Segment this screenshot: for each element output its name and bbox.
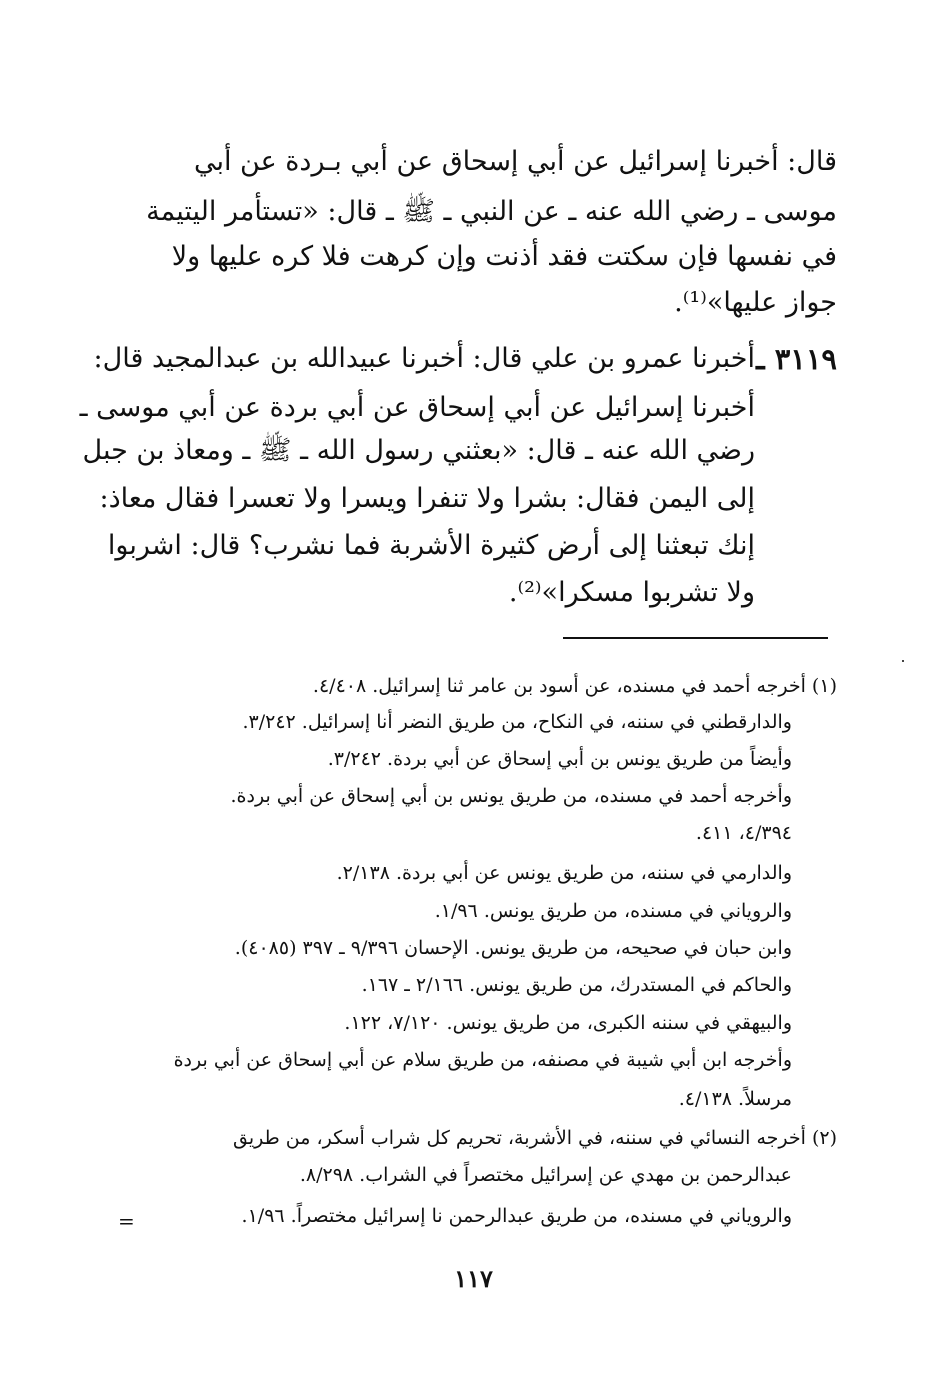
text-line: في نفسها فإن سكتت فقد أذنت وإن كرهت فلا كره عليها ولا (171, 241, 837, 272)
footnote-line: والدارمي في سننه، من طريق يونس عن أبي بردة. ٢/١٣٨. (336, 862, 792, 884)
hadith-number: ٣١١٩ ـ (756, 342, 837, 376)
footnote-line: مرسلاً. ٤/١٣٨. (678, 1088, 792, 1110)
text-line: أخبرنا عمرو بن علي قال: أخبرنا عبيدالله بن عبدالمجيد قال: (93, 343, 755, 374)
footnote-line: والحاكم في المستدرك، من طريق يونس. ٢/١٦٦ ـ ١٦٧. (361, 974, 792, 996)
page-number: ١١٧ (454, 1264, 493, 1293)
text-line: إنك تبعثنا إلى أرض كثيرة الأشربة فما نشرب؟ قال: اشربوا (107, 530, 755, 561)
footnote-line: والروياني في مسنده، من طريق يونس. ١/٩٦. (434, 900, 792, 922)
footnote-line: والدارقطني في سننه، في النكاح، من طريق النضر أنا إسرائيل. ٣/٢٤٢. (242, 711, 792, 733)
footnote-line: وأخرجه ابن أبي شيبة في مصنفه، من طريق سلام عن أبي إسحاق عن أبي بردة (173, 1049, 792, 1071)
text-line: موسى ـ رضي الله عنه ـ عن النبي ـ ﷺ ـ قال: «تستأمر اليتيمة (146, 196, 837, 227)
continuation-mark: = (118, 1209, 135, 1233)
text-line: رضي الله عنه ـ قال: «بعثني رسول الله ـ ﷺ ـ ومعاذ بن جبل (82, 435, 755, 466)
footnote-line: وأخرجه أحمد في مسنده، من طريق يونس بن أبي إسحاق عن أبي بردة. (230, 785, 792, 807)
text-line: إلى اليمن فقال: بشرا ولا تنفرا ويسرا ولا تعسرا فقال معاذ: (99, 483, 755, 514)
footnote-line: عبدالرحمن بن مهدي عن إسرائيل مختصراً في الشراب. ٨/٢٩٨. (299, 1164, 792, 1186)
footnote-line: (١) أخرجه أحمد في مسنده، عن أسود بن عامر ثنا إسرائيل. ٤/٤٠٨. (312, 675, 837, 697)
text-line: جواز عليها»⁽¹⁾. (674, 287, 837, 318)
text-line: أخبرنا إسرائيل عن أبي إسحاق عن أبي بردة عن أبي موسى ـ (79, 392, 755, 423)
text-line: قال: أخبرنا إسرائيل عن أبي إسحاق عن أبي بـردة عن أبي (193, 146, 837, 177)
footnote-line: وابن حبان في صحيحه، من طريق يونس. الإحسان ٩/٣٩٦ ـ ٣٩٧ (٤٠٨٥). (234, 937, 792, 959)
footnote-line: والبيهقي في سننه الكبرى، من طريق يونس. ٧/١٢٠، ١٢٢. (344, 1012, 792, 1034)
print-speck (902, 660, 904, 662)
footnote-separator (563, 637, 828, 639)
footnote-line: والروياني في مسنده، من طريق عبدالرحمن نا إسرائيل مختصراً. ١/٩٦. (241, 1205, 792, 1227)
text-line: ولا تشربوا مسكرا»⁽²⁾. (508, 577, 755, 608)
footnote-line: (٢) أخرجه النسائي في سننه، في الأشربة، تحريم كل شراب أسكر، من طريق (233, 1127, 837, 1149)
footnote-line: ٤/٣٩٤، ٤١١. (695, 822, 792, 844)
footnote-line: وأيضاً من طريق يونس بن أبي إسحاق عن أبي بردة. ٣/٢٤٢. (327, 748, 792, 770)
